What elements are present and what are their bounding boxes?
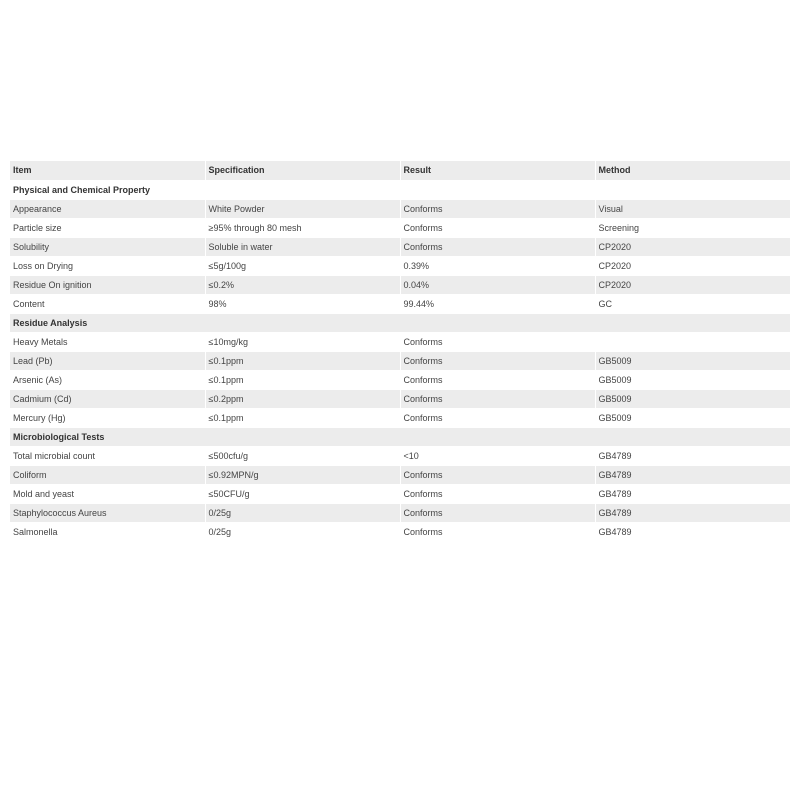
cell-specification: ≤0.92MPN/g (205, 465, 400, 484)
section-label: Physical and Chemical Property (10, 180, 790, 199)
cell-method: CP2020 (595, 275, 790, 294)
cell-method: GB5009 (595, 351, 790, 370)
table-row (10, 522, 790, 541)
cell-item: Residue On ignition (10, 275, 205, 294)
cell-item: Salmonella (10, 522, 205, 541)
cell-item: Lead (Pb) (10, 351, 205, 370)
cell-result: Conforms (400, 199, 595, 218)
cell-method: Screening (595, 218, 790, 237)
cell-item: Coliform (10, 465, 205, 484)
cell-item: Heavy Metals (10, 332, 205, 351)
cell-method: CP2020 (595, 256, 790, 275)
cell-specification: ≤50CFU/g (205, 484, 400, 503)
table-row (10, 275, 790, 294)
cell-result: Conforms (400, 332, 595, 351)
cell-method: GB4789 (595, 522, 790, 541)
cell-result: Conforms (400, 389, 595, 408)
cell-item: Arsenic (As) (10, 370, 205, 389)
cell-item: Particle size (10, 218, 205, 237)
cell-specification: ≤5g/100g (205, 256, 400, 275)
cell-method: GB4789 (595, 503, 790, 522)
cell-method: GB4789 (595, 465, 790, 484)
cell-result: Conforms (400, 484, 595, 503)
cell-specification: 98% (205, 294, 400, 313)
cell-item: Mold and yeast (10, 484, 205, 503)
cell-method: CP2020 (595, 237, 790, 256)
cell-result: Conforms (400, 465, 595, 484)
cell-item: Content (10, 294, 205, 313)
cell-result: Conforms (400, 522, 595, 541)
cell-result: 99.44% (400, 294, 595, 313)
table-row (10, 294, 790, 313)
table-row (10, 256, 790, 275)
table-row (10, 332, 790, 351)
cell-result: Conforms (400, 218, 595, 237)
table-row (10, 199, 790, 218)
cell-item: Mercury (Hg) (10, 408, 205, 427)
header-method: Method (595, 161, 790, 180)
cell-specification: ≤0.2% (205, 275, 400, 294)
cell-item: Loss on Drying (10, 256, 205, 275)
header-item: Item (10, 161, 205, 180)
cell-specification: 0/25g (205, 503, 400, 522)
cell-specification: ≤0.1ppm (205, 370, 400, 389)
cell-method: GB5009 (595, 370, 790, 389)
header-specification: Specification (205, 161, 400, 180)
cell-specification: ≤0.1ppm (205, 408, 400, 427)
section-label: Residue Analysis (10, 313, 790, 332)
section-label: Microbiological Tests (10, 427, 790, 446)
table-row (10, 237, 790, 256)
cell-result: Conforms (400, 370, 595, 389)
cell-item: Staphylococcus Aureus (10, 503, 205, 522)
table-row (10, 389, 790, 408)
table-row (10, 218, 790, 237)
cell-method: Visual (595, 199, 790, 218)
cell-result: Conforms (400, 237, 595, 256)
table-row (10, 408, 790, 427)
table-row (10, 484, 790, 503)
cell-method (595, 332, 790, 351)
cell-specification: ≤0.1ppm (205, 351, 400, 370)
cell-item: Solubility (10, 237, 205, 256)
cell-method: GB4789 (595, 446, 790, 465)
cell-specification: ≤500cfu/g (205, 446, 400, 465)
cell-result: Conforms (400, 351, 595, 370)
cell-specification: White Powder (205, 199, 400, 218)
section-row (10, 180, 790, 199)
cell-result: Conforms (400, 503, 595, 522)
cell-specification: ≤10mg/kg (205, 332, 400, 351)
table-body (10, 180, 790, 541)
cell-item: Appearance (10, 199, 205, 218)
cell-item: Total microbial count (10, 446, 205, 465)
table-row (10, 446, 790, 465)
table-header-row (10, 161, 790, 180)
cell-method: GC (595, 294, 790, 313)
table-row (10, 465, 790, 484)
section-row (10, 313, 790, 332)
cell-item: Cadmium (Cd) (10, 389, 205, 408)
cell-method: GB5009 (595, 389, 790, 408)
cell-method: GB4789 (595, 484, 790, 503)
table-row (10, 351, 790, 370)
table-row (10, 503, 790, 522)
cell-specification: Soluble in water (205, 237, 400, 256)
specification-table (10, 161, 791, 542)
cell-result: Conforms (400, 408, 595, 427)
header-result: Result (400, 161, 595, 180)
cell-specification: ≤0.2ppm (205, 389, 400, 408)
section-row (10, 427, 790, 446)
cell-result: 0.04% (400, 275, 595, 294)
cell-method: GB5009 (595, 408, 790, 427)
cell-result: 0.39% (400, 256, 595, 275)
cell-specification: 0/25g (205, 522, 400, 541)
table-row (10, 370, 790, 389)
cell-specification: ≥95% through 80 mesh (205, 218, 400, 237)
cell-result: <10 (400, 446, 595, 465)
